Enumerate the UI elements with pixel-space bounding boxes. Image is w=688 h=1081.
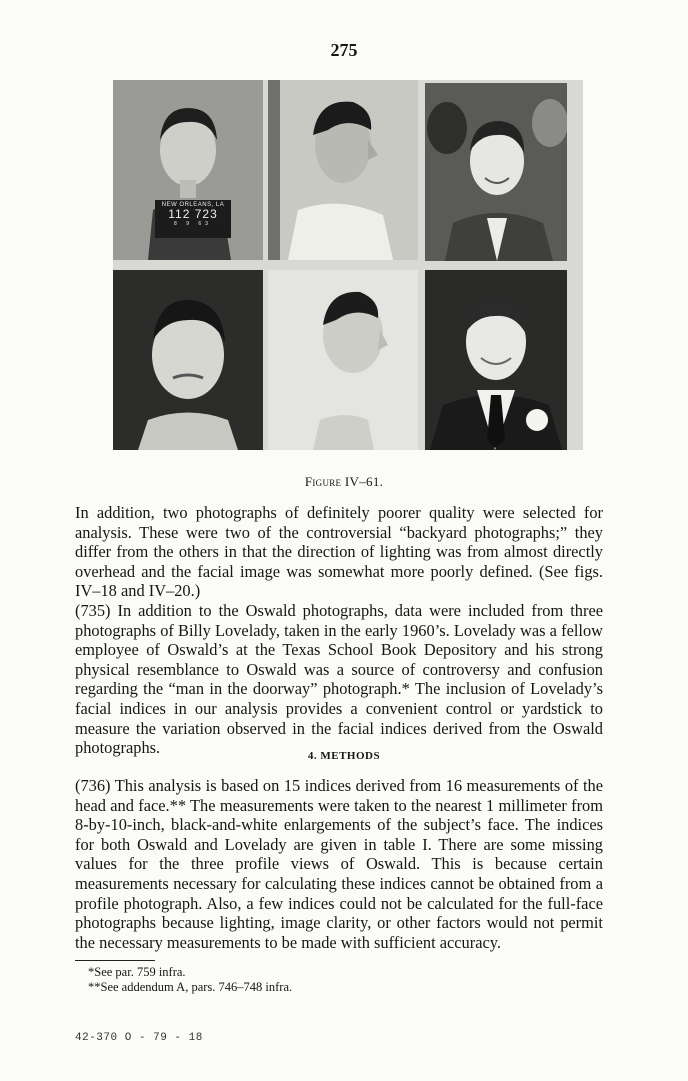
footnote-rule — [75, 960, 155, 961]
footnote-2: **See addendum A, pars. 746–748 infra. — [88, 980, 293, 994]
photo-arrest-crowd — [425, 83, 567, 261]
photo-figure — [113, 80, 583, 450]
paragraph-backyard-photos: In addition, two photographs of definitely poorer quality were selected for analysis. These were two of the controversial “backyard photographs;” they differ from the others in that the direction of lighting was from almost directly overhead and the facial image was somewhat more poorly defined. (See figs. IV–18 and IV–20.) — [75, 503, 603, 601]
photo-portrait-tie — [425, 270, 567, 450]
placard-city: NEW ORLEANS, LA — [161, 202, 225, 208]
footnotes — [88, 965, 292, 995]
footnote-1: *See par. 759 infra. — [88, 965, 186, 979]
paragraph-736: (736) This analysis is based on 15 indices derived from 16 measurements of the head and face.** The measurements were taken to the nearest 1 millimeter from 8-by-10-inch, black-and-white enlargements of the subject’s face. The indices for both Oswald and Lovelady are given in table I. There are some missing values for the three profile views of Oswald. This is because certain measurements necessary for calculating these indices cannot be obtained from a profile photograph. Also, a few indices could not be calculated for the full-face photographs because lighting, image clarity, or other factors would not permit the necessary measurements to be made with sufficient accuracy. — [75, 776, 603, 952]
photo-mugshot-profile — [268, 80, 418, 260]
photo-mugshot-front — [113, 80, 263, 260]
mugshot-placard — [155, 200, 231, 238]
section-heading-methods: 4. METHODS — [307, 750, 381, 762]
paragraph-735: (735) In addition to the Oswald photographs, data were included from three photographs of Billy Lovelady, taken in the early 1960’s. Lovelady was a fellow employee of Oswald’s at the Texas School Book Depository and his strong physical resemblance to Oswald was a source of controversy and confusion regarding the “man in the doorway” photograph.* The inclusion of Lovelady’s facial indices in our analysis provides a convenient control or yardstick to measure the variation observed in the facial indices derived from the Oswald photographs. — [75, 601, 603, 758]
page-number: 275 — [330, 40, 358, 60]
placard-number: 112 723 — [168, 207, 218, 221]
placard-date: 8 9 63 — [174, 221, 212, 227]
print-code: 42-370 O - 79 - 18 — [75, 1032, 203, 1044]
photo-portrait-front — [113, 270, 263, 450]
photo-portrait-profile — [268, 270, 418, 450]
figure-caption: Figure IV–61. — [304, 474, 384, 489]
